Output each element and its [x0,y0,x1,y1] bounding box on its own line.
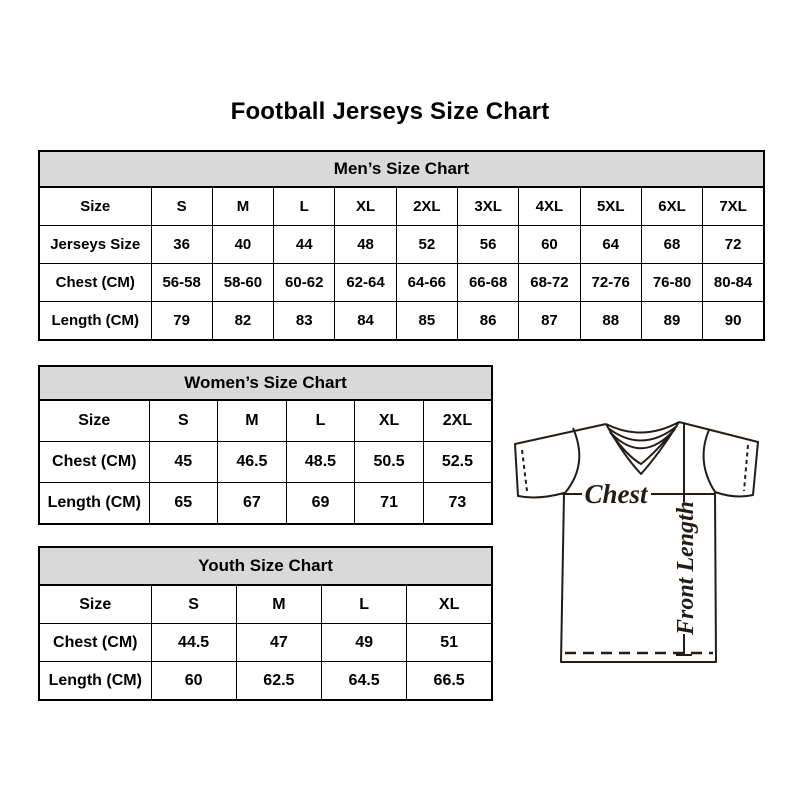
collar-band-arc-outer [606,422,679,433]
size-header-cell: L [322,585,407,624]
size-header-cell: 2XL [423,400,492,442]
size-header-cell: L [274,187,335,226]
value-cell: 73 [423,483,492,525]
size-header-cell: M [218,400,287,442]
value-cell: 88 [580,302,641,341]
table-row [39,585,492,624]
value-cell: 48 [335,226,396,264]
value-cell: 67 [218,483,287,525]
table-row [39,624,492,662]
value-cell: 82 [212,302,273,341]
jersey-outline [515,422,758,662]
right-armhole-seam [704,430,715,492]
jersey-measurement-diagram [505,404,777,676]
size-table [38,150,765,341]
left-armhole-seam [565,428,579,493]
value-cell: 86 [457,302,518,341]
size-header-cell: L [286,400,355,442]
size-header-cell: S [151,585,236,624]
size-header-cell: S [151,187,212,226]
size-header-cell: 2XL [396,187,457,226]
table-row [39,264,764,302]
table-row [39,442,492,483]
value-cell: 48.5 [286,442,355,483]
row-label-cell: Chest (CM) [39,624,151,662]
size-header-cell: 3XL [457,187,518,226]
value-cell: 87 [519,302,580,341]
value-cell: 79 [151,302,212,341]
size-table [38,546,493,701]
value-cell: 69 [286,483,355,525]
size-header-cell: M [212,187,273,226]
value-cell: 60 [519,226,580,264]
value-cell: 64.5 [322,662,407,701]
value-cell: 46.5 [218,442,287,483]
value-cell: 62.5 [236,662,321,701]
value-cell: 60 [151,662,236,701]
womens-size-table [38,365,493,525]
table-row [39,187,764,226]
value-cell: 52 [396,226,457,264]
value-cell: 66.5 [407,662,492,701]
value-cell: 80-84 [703,264,764,302]
value-cell: 40 [212,226,273,264]
value-cell: 71 [355,483,424,525]
value-cell: 36 [151,226,212,264]
value-cell: 90 [703,302,764,341]
value-cell: 66-68 [457,264,518,302]
size-header-cell: 7XL [703,187,764,226]
value-cell: 44.5 [151,624,236,662]
value-cell: 60-62 [274,264,335,302]
value-cell: 56-58 [151,264,212,302]
value-cell: 51 [407,624,492,662]
size-header-cell: S [149,400,218,442]
table-title: Youth Size Chart [39,547,492,585]
value-cell: 56 [457,226,518,264]
value-cell: 83 [274,302,335,341]
size-table [38,365,493,525]
row-label-cell: Jerseys Size [39,226,151,264]
chest-label: Chest [584,479,648,509]
value-cell: 68 [641,226,702,264]
size-header-cell: 4XL [519,187,580,226]
left-cuff-dashed-line [522,450,527,491]
value-cell: 72-76 [580,264,641,302]
size-header-cell: 6XL [641,187,702,226]
value-cell: 52.5 [423,442,492,483]
table-title: Men’s Size Chart [39,151,764,187]
table-row [39,483,492,525]
row-label-cell: Chest (CM) [39,264,151,302]
value-cell: 64-66 [396,264,457,302]
value-cell: 76-80 [641,264,702,302]
youth-size-table [38,546,493,701]
value-cell: 85 [396,302,457,341]
size-header-cell: XL [335,187,396,226]
table-row [39,302,764,341]
size-header-cell: M [236,585,321,624]
row-label-cell: Chest (CM) [39,442,149,483]
value-cell: 64 [580,226,641,264]
value-cell: 68-72 [519,264,580,302]
size-header-cell: XL [355,400,424,442]
page-title: Football Jerseys Size Chart [230,98,550,125]
value-cell: 44 [274,226,335,264]
table-row [39,400,492,442]
mens-size-table [38,150,765,341]
value-cell: 84 [335,302,396,341]
value-cell: 89 [641,302,702,341]
value-cell: 72 [703,226,764,264]
row-label-cell: Length (CM) [39,483,149,525]
table-row [39,662,492,701]
row-label-cell: Size [39,400,149,442]
value-cell: 65 [149,483,218,525]
row-label-cell: Size [39,585,151,624]
size-header-cell: XL [407,585,492,624]
value-cell: 49 [322,624,407,662]
row-label-cell: Length (CM) [39,302,151,341]
right-cuff-dashed-line [744,445,748,491]
front-length-label: Front Length [673,500,699,636]
row-label-cell: Size [39,187,151,226]
value-cell: 50.5 [355,442,424,483]
table-row [39,226,764,264]
table-title: Women’s Size Chart [39,366,492,400]
value-cell: 45 [149,442,218,483]
value-cell: 62-64 [335,264,396,302]
size-header-cell: 5XL [580,187,641,226]
row-label-cell: Length (CM) [39,662,151,701]
value-cell: 47 [236,624,321,662]
value-cell: 58-60 [212,264,273,302]
